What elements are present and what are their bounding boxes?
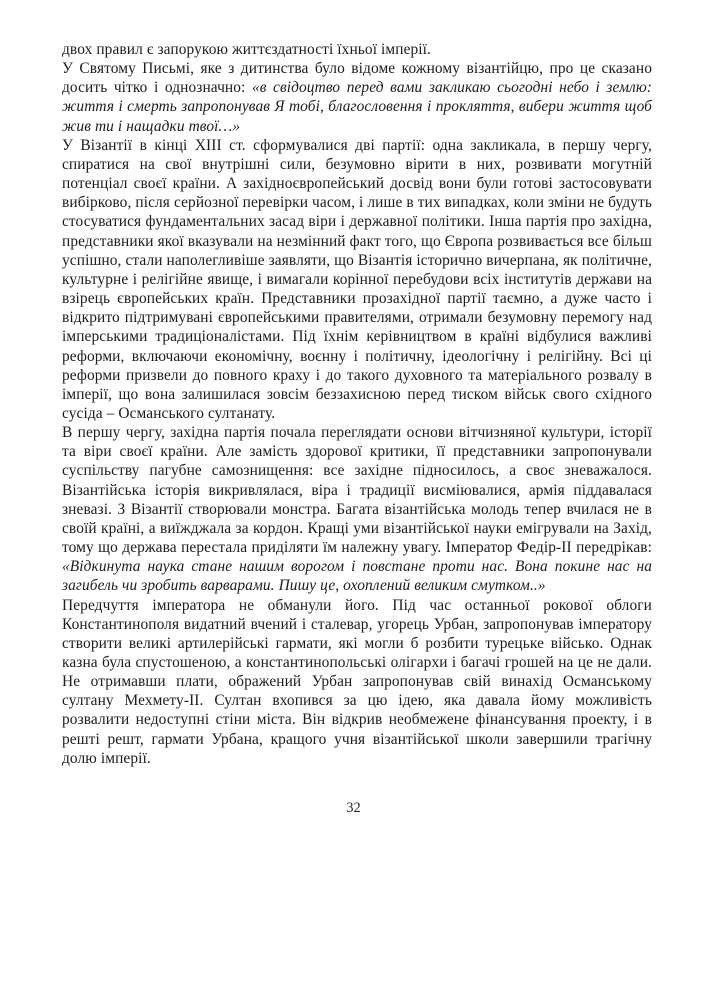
paragraph xyxy=(62,40,652,59)
paragraph-text: В першу чергу, західна партія почала переглядати основи вітчизняної культури, історії та віри своєї країни. Але замість здорової критики, її представники запропонували суспільству пагубне самознищення: все західне підносилось, а своє зневажалося. Візантійська історія викривлялася, віра і традиції висміювалися, армія піддавалася зневазі. З Візантії створювали монстра. Багата візантійська молодь тепер вчилася не в своїй країні, а виїжджала за кордон. Кращі уми візантійської науки емігрували на Захід, тому що держава перестала приділяти їм належну увагу. Імператор Федір-II передрікав: xyxy=(62,424,652,557)
paragraph-text: двох правил є запорукою життєздатності їхньої імперії. xyxy=(62,41,431,58)
paragraph xyxy=(62,423,652,595)
paragraph xyxy=(62,59,652,136)
quote-text: «Відкинута наука стане нашим ворогом і повстане проти нас. Вона покине нас на загибель чи зробить варварами. Пишу це, охоплений великим смутком..» xyxy=(62,558,652,595)
quote-text: «в свідоцтво перед вами закликаю сьогодні небо і землю: життя і смерть запропонував Я тобі, благословення і прокляття, вибери життя щоб жив ти і нащадки твої…» xyxy=(62,79,652,135)
paragraph-text: Передчуття імператора не обманули його. Під час останньої рокової облоги Константинополя видатний вчений і сталевар, угорець Урбан, запропонував імператору створити великі артилерійські гармати, які могли б розбити турецьке військо. Однак казна була спустошеною, а константинопольські олігархи і багачі грошей на це не дали. Не отримавши плати, ображений Урбан запропонував свій винахід Османському султану Мехмету-II. Султан вхопився за цю ідею, яка давала йому можливість розвалити недоступні стіни міста. Він відкрив необмежене фінансування проекту, і в решті решт, гармати Урбана, кращого учня візантійської школи завершили трагічну долю імперії. xyxy=(62,596,652,767)
paragraph xyxy=(62,596,652,768)
page-number: 32 xyxy=(346,800,361,816)
paragraph-text: У Святому Письмі, яке з дитинства було відоме кожному візантійцю, про це сказано досить чітко і однозначно: xyxy=(62,60,652,97)
text-block xyxy=(62,40,652,768)
paragraph-text: У Візантії в кінці XIII ст. сформувалися дві партії: одна закликала, в першу чергу, спиратися на свої внутрішні сили, безумовно вірити в них, розвивати могутній потенціал своєї країни. А західноєвропейський досвід вони були готові застосовувати вибірково, після серйозної перевірки часом, і лише в тих випадках, коли зміни не будуть стосуватися фундаментальних засад віри і державної політики. Інша партія про західна, представники якої вказували на незмінний факт того, що Європа розвивається все більш успішно, стали наполегливіше заявляти, що Візантія історично вичерпана, як політичне, культурне і релігійне явище, і вимагали корінної перебудови всіх інститутів держави на взірець європейських країн. Представники прозахідної партії таємно, а дуже часто і відкрито підтримувані європейськими правителями, отримали безумовну перемогу над імперськими традиціоналістами. Під їхнім керівництвом в країні відбулися важливі реформи, включаючи економічну, воєнну і політичну, ідеологічну і релігійну. Всі ці реформи призвели до повного краху і до такого духовного та матеріального розвалу в імперії, що вона залишилася зовсім беззахисною перед тиском військ свого східного сусіда – Османського султанату. xyxy=(62,136,652,422)
paragraph xyxy=(62,136,652,423)
